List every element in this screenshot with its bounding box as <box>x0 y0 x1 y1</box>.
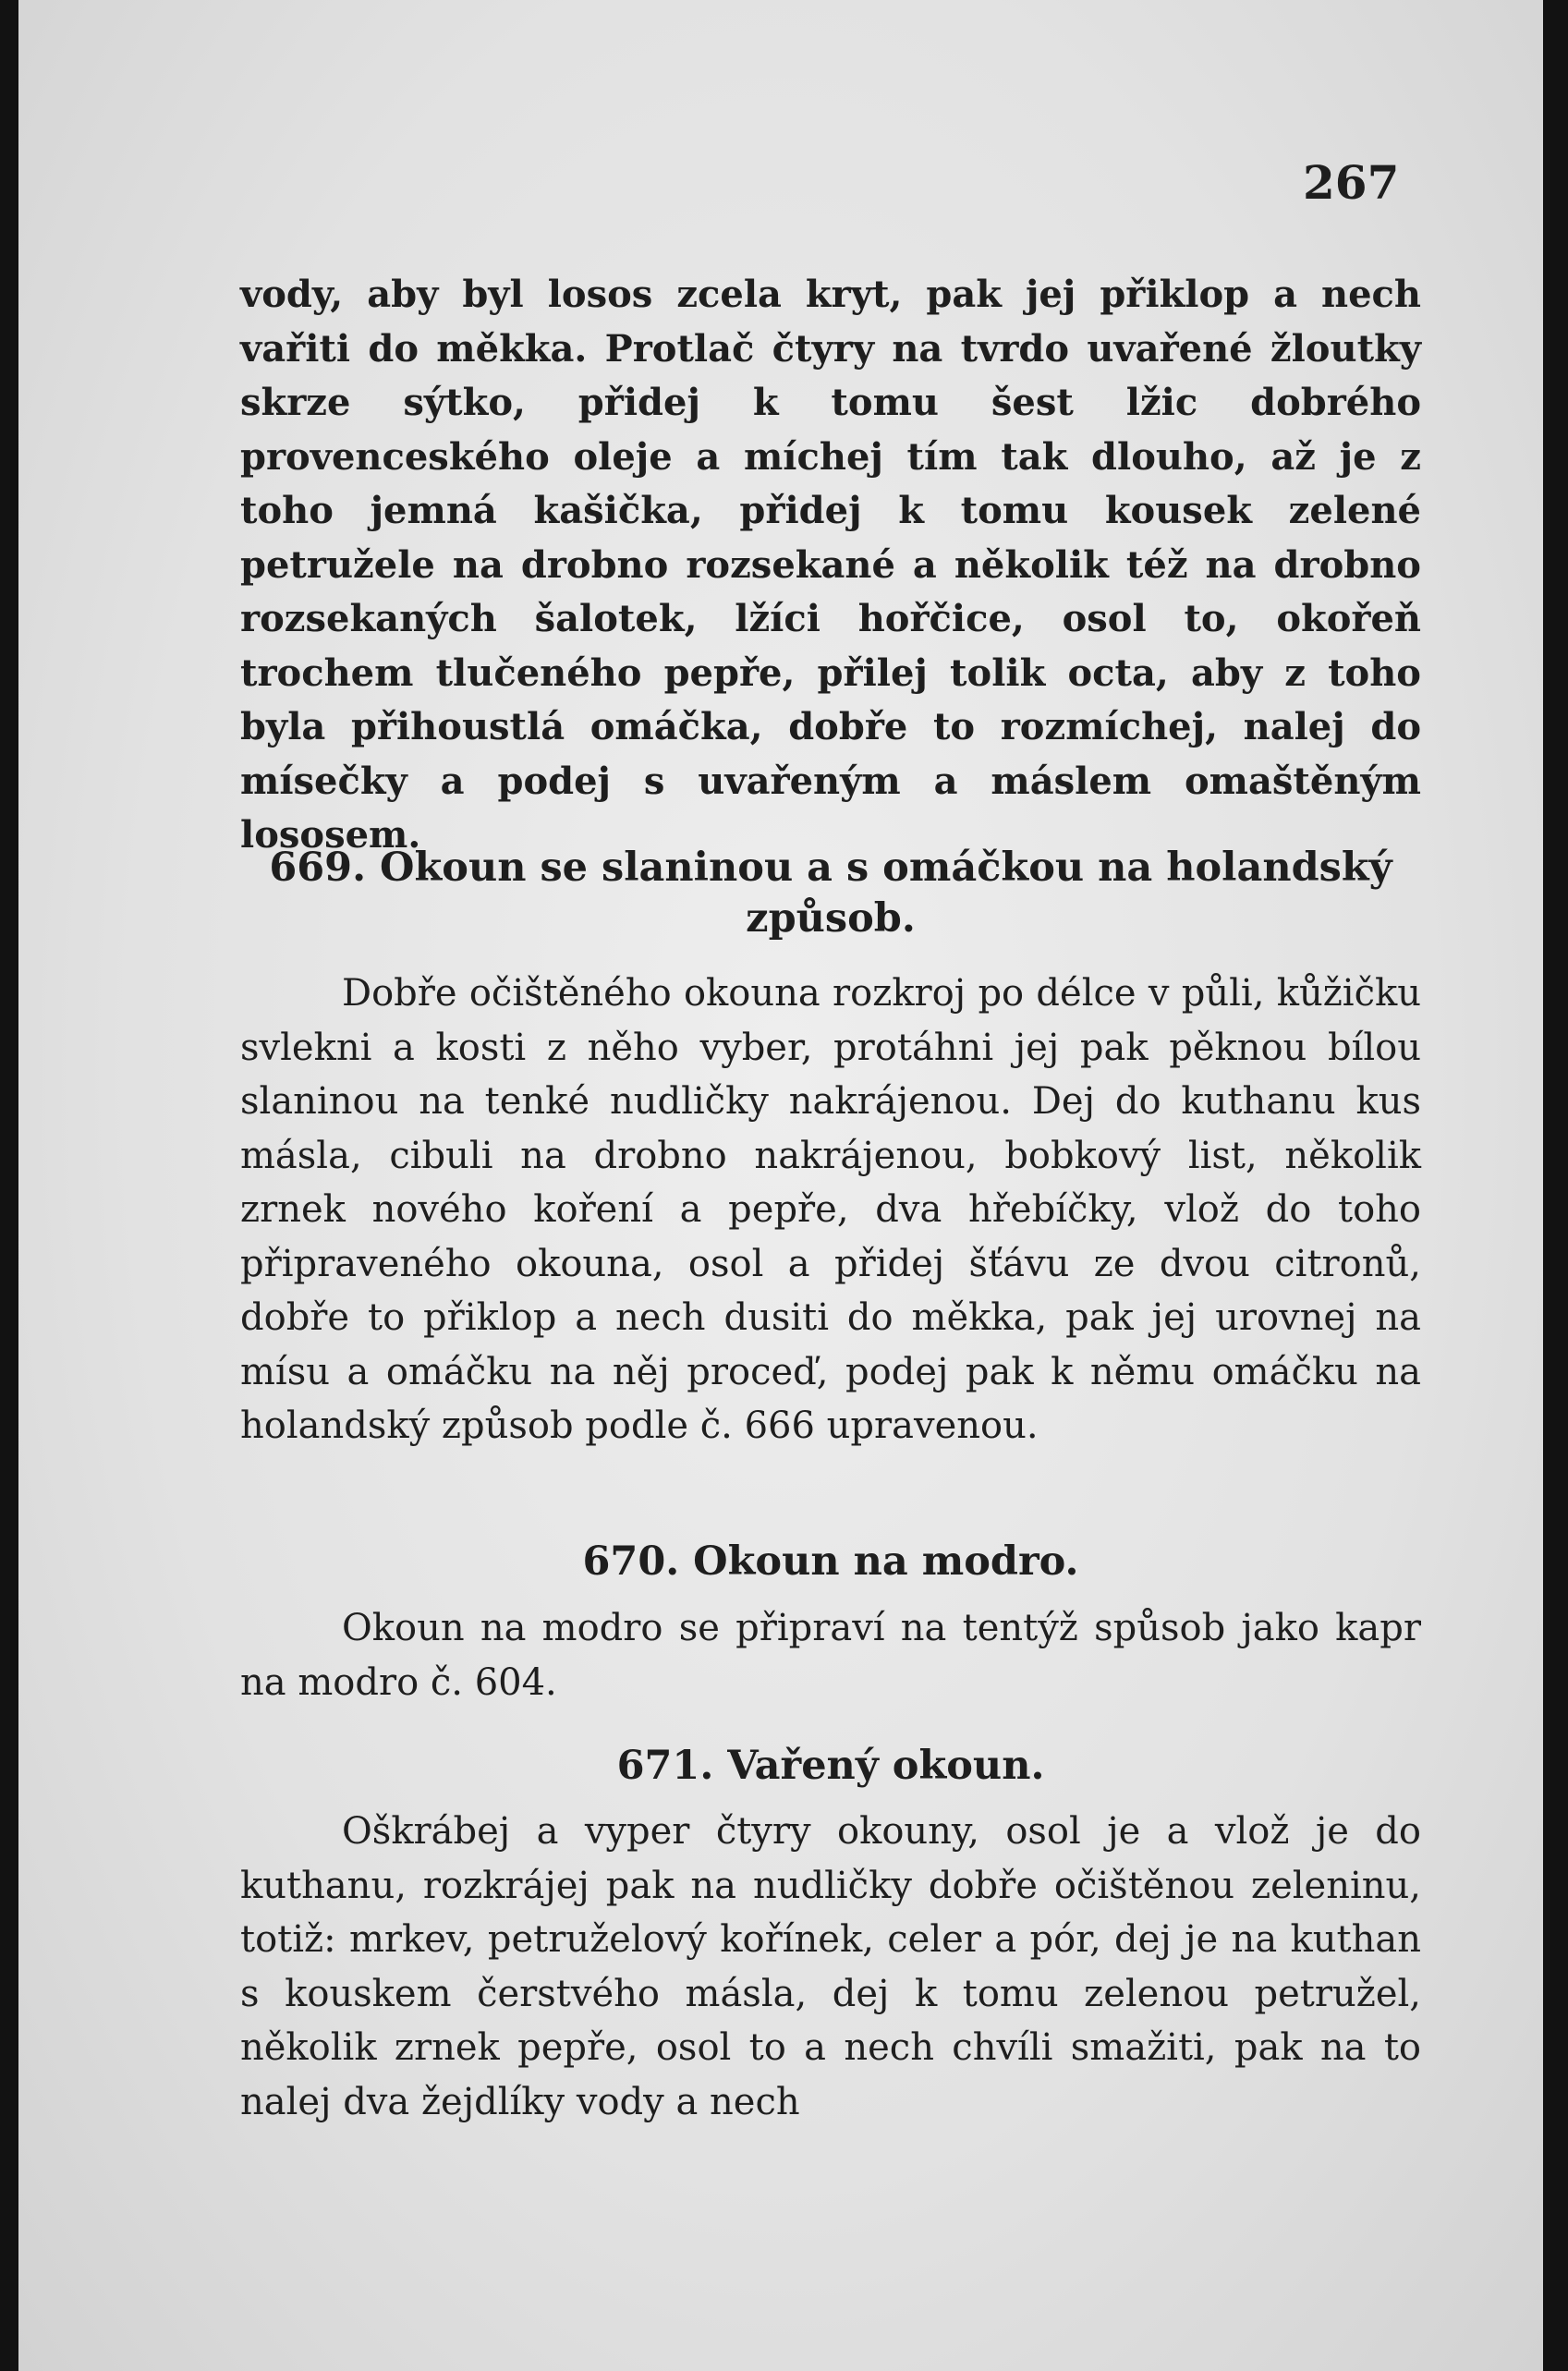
paragraph-salmon-sauce: vody, aby byl losos zcela kryt, pak jej přiklop a nech vařiti do měkka. Protlač čtyry na tvrdo uvařené žloutky skrze sýtko, přidej k tomu šest lžic dobrého provenceského oleje a míchej tím tak dlouho, až je z toho jemná kašička, přidej k tomu kousek zelené petružele na drobno rozsekané a několik též na drobno rozsekaných šalotek, lžíci hořčice, osol to, okořeň trochem tlučeného pepře, přilej tolik octa, aby z toho byla přihoustlá omáčka, dobře to rozmíchej, nalej do mísečky a podej s uvařeným a máslem omaštěným lososem. <box>240 273 1421 857</box>
scan-left-edge <box>0 0 18 2371</box>
paragraph-recipe-670: Okoun na modro se připraví na tentýž spůsob jako kapr na modro č. 604. <box>240 1607 1421 1704</box>
paragraph-recipe-671: Oškrábej a vyper čtyry okouny, osol je a vlož je do kuthanu, rozkrájej pak na nudličky dobře očištěnou zeleninu, totiž: mrkev, petruželový kořínek, celer a pór, dej je na kuthan s kouskem čerstvého másla, dej k tomu zelenou petružel, několik zrnek pepře, osol to a nech chvíli smažiti, pak na to nalej dva žejdlíky vody a nech <box>240 1810 1421 2123</box>
page-number: 267 <box>1303 155 1400 210</box>
paragraph-recipe-669: Dobře očištěného okouna rozkroj po délce v půli, kůžičku svlekni a kosti z něho vyber, protáhni jej pak pěknou bílou slaninou na tenké nudličky nakrájenou. Dej do kuthanu kus másla, cibuli na drobno nakrájenou, bobkový list, několik zrnek nového koření a pepře, dva hřebíčky, vlož do toho připraveného okouna, osol a přidej šťávu ze dvou citronů, dobře to přiklop a nech dusiti do měkka, pak jej urovnej na mísu a omáčku na něj proceď, podej pak k němu omáčku na holandský způsob podle č. 666 upravenou. <box>240 972 1421 1447</box>
recipe-heading-669: 669. Okoun se slaninou a s omáčkou na holandský způsob. <box>269 845 1392 942</box>
scan-right-edge <box>1543 0 1568 2371</box>
recipe-heading-670: 670. Okoun na modro. <box>582 1538 1079 1585</box>
book-page <box>18 0 1543 2371</box>
recipe-heading-671: 671. Vařený okoun. <box>616 1743 1045 1789</box>
